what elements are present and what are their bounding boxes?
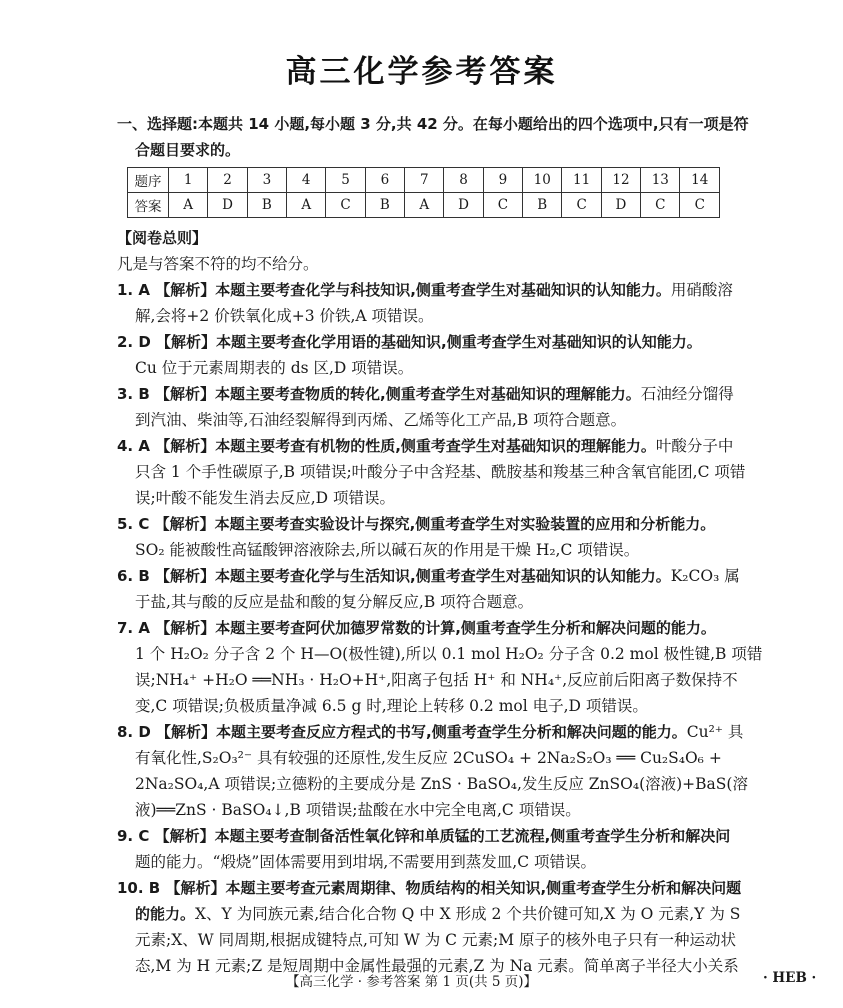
answer-cell: B (365, 193, 404, 218)
answer-cell: A (405, 193, 444, 218)
answer-cell: C (326, 193, 365, 218)
explanation-line: 10. B 【解析】本题主要考查元素周期律、物质结构的相关知识,侧重考查学生分析和解决问题 (117, 879, 742, 897)
answer-table-answer-row (128, 193, 720, 218)
answer-cell: A (169, 193, 208, 218)
explanation-line: 7. A 【解析】本题主要考查阿伏加德罗常数的计算,侧重考查学生分析和解决问题的能力。 (117, 619, 716, 637)
question-number-cell: 5 (326, 168, 365, 193)
question-number-cell: 13 (641, 168, 680, 193)
answer-cell: A (287, 193, 326, 218)
explanation-line: 液)══ZnS · BaSO₄↓,B 项错误;盐酸在水中完全电离,C 项错误。 (135, 801, 581, 819)
question-number-cell: 11 (562, 168, 601, 193)
explanation-line: 9. C 【解析】本题主要考查制备活性氧化锌和单质锰的工艺流程,侧重考查学生分析和解决问 (117, 827, 731, 845)
explanation-line: 1. A 【解析】本题主要考查化学与科技知识,侧重考查学生对基础知识的认知能力。用硝酸溶 (117, 281, 733, 299)
row-label-answer: 答案 (128, 193, 169, 218)
answer-table-number-row (128, 168, 720, 193)
explanation-line: 的能力。X、Y 为同族元素,结合化合物 Q 中 X 形成 2 个共价键可知,X 为 O 元素,Y 为 S (135, 905, 741, 923)
page-title: 高三化学参考答案 (285, 54, 558, 90)
section1-instructions-line1: 一、选择题:本题共 14 小题,每小题 3 分,共 42 分。在每小题给出的四个选项中,只有一项是符 (117, 115, 749, 133)
question-number-cell: 12 (601, 168, 640, 193)
answer-cell: D (208, 193, 247, 218)
explanation-line: 5. C 【解析】本题主要考查实验设计与探究,侧重考查学生对实验装置的应用和分析能力。 (117, 515, 716, 533)
question-number-cell: 10 (523, 168, 562, 193)
answer-cell: C (483, 193, 522, 218)
question-number-cell: 4 (287, 168, 326, 193)
explanation-line: 2Na₂SO₄,A 项错误;立德粉的主要成分是 ZnS · BaSO₄,发生反应 ZnSO₄(溶液)+BaS(溶 (135, 775, 748, 793)
question-number-cell: 6 (365, 168, 404, 193)
explanation-line: 4. A 【解析】本题主要考查有机物的性质,侧重考查学生对基础知识的理解能力。叶酸分子中 (117, 437, 734, 455)
explanation-line: 到汽油、柴油等,石油经裂解得到丙烯、乙烯等化工产品,B 项符合题意。 (135, 411, 627, 429)
answer-cell: B (247, 193, 286, 218)
answer-cell: C (641, 193, 680, 218)
explanation-line: 有氧化性,S₂O₃²⁻ 具有较强的还原性,发生反应 2CuSO₄ + 2Na₂S₂O₃ ══ Cu₂S₄O₆ + (135, 749, 722, 767)
answer-cell: C (562, 193, 601, 218)
row-label-number: 题序 (128, 168, 169, 193)
answer-cell: B (523, 193, 562, 218)
explanation-line: SO₂ 能被酸性高锰酸钾溶液除去,所以碱石灰的作用是干燥 H₂,C 项错误。 (135, 541, 640, 559)
question-number-cell: 2 (208, 168, 247, 193)
question-number-cell: 7 (405, 168, 444, 193)
explanation-line: 元素;X、W 同周期,根据成键特点,可知 W 为 C 元素;M 原子的核外电子只有一种运动状 (135, 931, 736, 949)
question-number-cell: 3 (247, 168, 286, 193)
explanation-line: 题的能力。“煅烧”固体需要用到坩埚,不需要用到蒸发皿,C 项错误。 (135, 853, 596, 871)
grading-rules-text: 凡是与答案不符的均不给分。 (117, 255, 319, 273)
explanation-line: Cu 位于元素周期表的 ds 区,D 项错误。 (135, 359, 414, 377)
explanation-line: 3. B 【解析】本题主要考查物质的转化,侧重考查学生对基础知识的理解能力。石油经分馏得 (117, 385, 734, 403)
explanation-line: 只含 1 个手性碳原子,B 项错误;叶酸分子中含羟基、酰胺基和羧基三种含氧官能团,C 项错 (135, 463, 746, 481)
question-number-cell: 9 (483, 168, 522, 193)
section1-instructions-line2: 合题目要求的。 (135, 141, 241, 159)
explanation-line: 8. D 【解析】本题主要考查反应方程式的书写,侧重考查学生分析和解决问题的能力。Cu²⁺ 具 (117, 723, 744, 741)
explanation-line: 于盐,其与酸的反应是盐和酸的复分解反应,B 项符合题意。 (135, 593, 534, 611)
explanation-line: 变,C 项错误;负极质量净减 6.5 g 时,理论上转移 0.2 mol 电子,D 项错误。 (135, 697, 648, 715)
grading-rules-heading: 【阅卷总则】 (117, 229, 208, 247)
explanation-line: 1 个 H₂O₂ 分子含 2 个 H—O(极性键),所以 0.1 mol H₂O₂ 分子含 0.2 mol 极性键,B 项错 (135, 645, 763, 663)
explanation-line: 解,会将+2 价铁氧化成+3 价铁,A 项错误。 (135, 307, 434, 325)
question-number-cell: 8 (444, 168, 483, 193)
footer-page-info: 【高三化学 · 参考答案 第 1 页(共 5 页)】 (286, 974, 538, 990)
answer-cell: C (680, 193, 720, 218)
answer-cell: D (444, 193, 483, 218)
explanation-line: 6. B 【解析】本题主要考查化学与生活知识,侧重考查学生对基础知识的认知能力。K₂CO₃ 属 (117, 567, 740, 585)
question-number-cell: 14 (680, 168, 720, 193)
answer-table (127, 167, 720, 218)
explanation-line: 2. D 【解析】本题主要考查化学用语的基础知识,侧重考查学生对基础知识的认知能力。 (117, 333, 702, 351)
explanation-line: 误;叶酸不能发生消去反应,D 项错误。 (135, 489, 396, 507)
explanation-line: 误;NH₄⁺ +H₂O ══NH₃ · H₂O+H⁺,阳离子包括 H⁺ 和 NH₄⁺,反应前后阳离子数保持不 (135, 671, 738, 689)
answer-cell: D (601, 193, 640, 218)
footer-code: · HEB · (763, 970, 817, 986)
explanation-line: 态,M 为 H 元素;Z 是短周期中金属性最强的元素,Z 为 Na 元素。简单离子半径大小关系 (135, 957, 739, 975)
question-number-cell: 1 (169, 168, 208, 193)
